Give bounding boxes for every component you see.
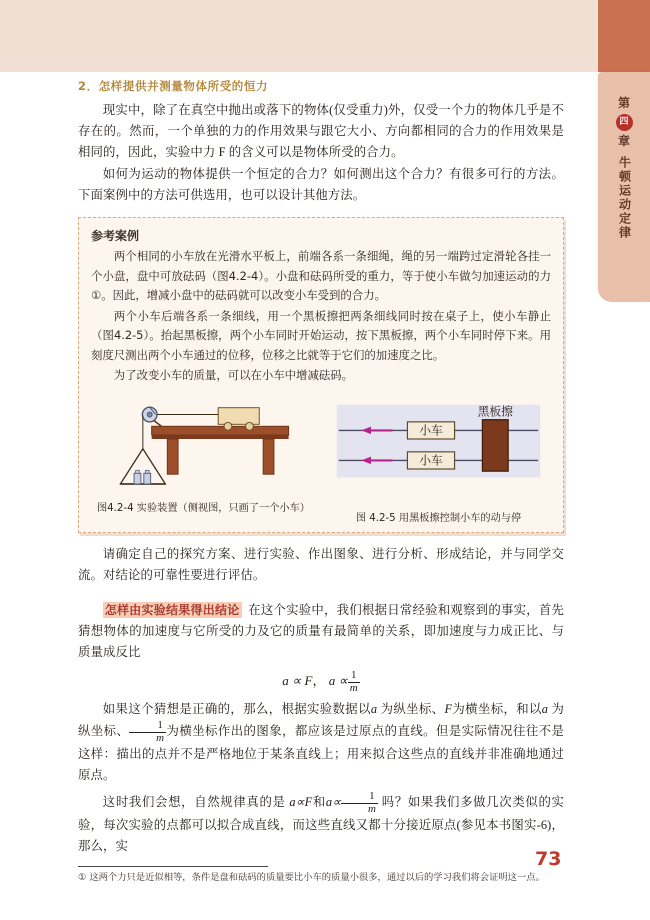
section-paragraph-2 — [78, 164, 564, 206]
conclusion-paragraph-2-seg4: 为纵坐标、 — [78, 702, 565, 738]
formula-fraction-numerator: 1 — [348, 670, 360, 683]
chapter-unit-label: 章 — [617, 134, 630, 148]
inline-fraction-1-num: 1 — [129, 720, 166, 733]
inline-fraction-2 — [341, 791, 378, 815]
conclusion-lead-in: 怎样由实验结果得出结论 — [104, 603, 240, 617]
symbol-a-2: a — [541, 702, 549, 717]
symbol-propto-1: ∝ — [295, 795, 305, 810]
reference-case-paragraph-1: 两个相同的小车放在光滑水平板上，前端各系一条细绳，绳的另一端跨过定滑轮各挂一个小盘，盘中可放砝码（图4.2-4）。小盘和砝码所受的重力，等于使小车做匀加速运动的力①。因此，增减小盘中的砝码就可以改变小车受到的合力。 — [91, 249, 551, 302]
footnote-divider — [78, 866, 268, 867]
footnote-marker: ① — [78, 872, 87, 884]
conclusion-paragraph-2-seg2: 为纵坐标、 — [380, 702, 445, 717]
figure-4-2-5-eraser-label: 黑板擦 — [477, 403, 513, 418]
conclusion-paragraph-2-seg1: 如果这个猜想是正确的，那么，根据实验数据以 — [102, 702, 371, 717]
page-corner-block — [598, 0, 650, 72]
reference-case-paragraph-3: 为了改变小车的质量，可以在小车中增减砝码。 — [113, 368, 354, 382]
conclusion-paragraph-3-seg2: 和 — [312, 795, 326, 810]
inline-fraction-1 — [129, 720, 166, 744]
figure-4-2-4 — [91, 394, 316, 525]
symbol-F-2: F — [304, 795, 313, 810]
conclusion-paragraph-3 — [78, 791, 564, 857]
symbol-F-1: F — [444, 702, 453, 717]
chapter-side-tab — [598, 72, 650, 302]
page-content — [78, 78, 564, 885]
symbol-a-1: a — [370, 702, 378, 717]
figure-row — [91, 394, 551, 525]
inline-fraction-2-den: m — [367, 802, 376, 815]
figure-4-2-4-drawing — [91, 394, 316, 497]
page-number: 73 — [535, 848, 562, 870]
conclusion-paragraph-1 — [78, 600, 564, 663]
section-paragraph-1 — [78, 100, 564, 163]
symbol-a-4: a — [325, 795, 333, 810]
conclusion-paragraph-1-text: 在这个实验中，我们根据日常经验和观察到的事实，首先猜想物体的加速度与它所受的力及它的质量有最简单的关系，即加速度与力成正比、与质量成反比 — [78, 603, 565, 659]
formula-right-prefix: a ∝ — [328, 673, 348, 689]
inline-fraction-2-num: 1 — [341, 791, 378, 804]
inline-fraction-1-den: m — [156, 731, 165, 744]
formula-proportionality — [78, 670, 564, 694]
reference-case-paragraph-2: 两个小车后端各系一条细线，用一个黑板擦把两条细线同时按在桌子上，使小车静止（图4.2-5）。抬起黑板擦，两个小车同时开始运动，按下黑板擦，两个小车同时停下来。用刻度尺测出两个小车通过的位移，位移之比就等于它们的加速度之比。 — [91, 308, 551, 362]
section-paragraph-1-text: 现实中，除了在真空中抛出或落下的物体(仅受重力)外，仅受一个力的物体几乎是不存在的。然而，一个单独的力的作用效果与跟它大小、方向都相同的合力的作用效果是相同的，因此，实验中力 F 的含义可以是物体所受的合力。 — [78, 103, 564, 159]
chapter-side-tab-content — [598, 96, 650, 240]
conclusion-paragraph-2 — [78, 699, 564, 786]
chapter-number-badge: 四 — [616, 114, 633, 131]
figure-4-2-4-caption: 图4.2-4 实验装置（侧视图，只画了一个小车） — [97, 503, 310, 515]
chapter-title-vertical: 牛顿运动定律 — [617, 156, 632, 240]
after-box-paragraph — [78, 544, 564, 586]
symbol-propto-2: ∝ — [332, 795, 342, 810]
figure-4-2-5-cart-label-1: 小车 — [419, 423, 443, 438]
conclusion-paragraph-3-seg1: 这时我们会想，自然规律真的是 — [102, 795, 286, 810]
chapter-word-label: 第 — [617, 96, 630, 110]
reference-case-box — [78, 217, 564, 533]
figure-4-2-5-cart-label-2: 小车 — [419, 453, 443, 468]
formula-left: a ∝ F — [282, 673, 313, 689]
figure-4-2-5-drawing — [326, 394, 551, 507]
formula-fraction-denominator: m — [349, 681, 358, 694]
conclusion-paragraph-3-seg3: 吗？如果我们多做几次类似的实验，每次实验的点都可以拟合成直线，而这些直线又都十分接近原点(参见本书图实-6)，那么，实 — [78, 795, 564, 854]
section-heading: 2．怎样提供并测量物体所受的恒力 — [78, 79, 269, 93]
section-paragraph-2-text: 如何为运动的物体提供一个恒定的合力？如何测出这个合力？有很多可行的方法。下面案例中的方法可供选用，也可以设计其他方法。 — [78, 167, 564, 202]
conclusion-paragraph-2-seg5: 为横坐标作出的图象，都应该是过原点的直线。但是实际情况往往不是这样：描出的点并不是严格地位于某条直线上；用来拟合这些点的直线并非准确地通过原点。 — [78, 723, 564, 783]
figure-4-2-5 — [326, 394, 551, 525]
page-top-band — [0, 0, 650, 72]
after-box-paragraph-text: 请确定自己的探究方案、进行实验、作出图象、进行分析、形成结论，并与同学交流。对结论的可靠性要进行评估。 — [78, 547, 564, 582]
footnote — [78, 871, 564, 885]
formula-fraction — [348, 670, 360, 694]
figure-4-2-5-caption: 图 4.2-5 用黑板擦控制小车的动与停 — [355, 513, 522, 524]
footnote-text: 这两个力只是近似相等，条件是盘和砝码的质量要比小车的质量小很多，通过以后的学习我们将会证明这一点。 — [89, 872, 545, 884]
conclusion-paragraph-2-seg3: 为横坐标，和以 — [452, 702, 542, 717]
reference-case-title: 参考案例 — [91, 229, 140, 243]
symbol-a-3: a — [289, 795, 296, 810]
formula-separator: ， — [312, 673, 326, 689]
